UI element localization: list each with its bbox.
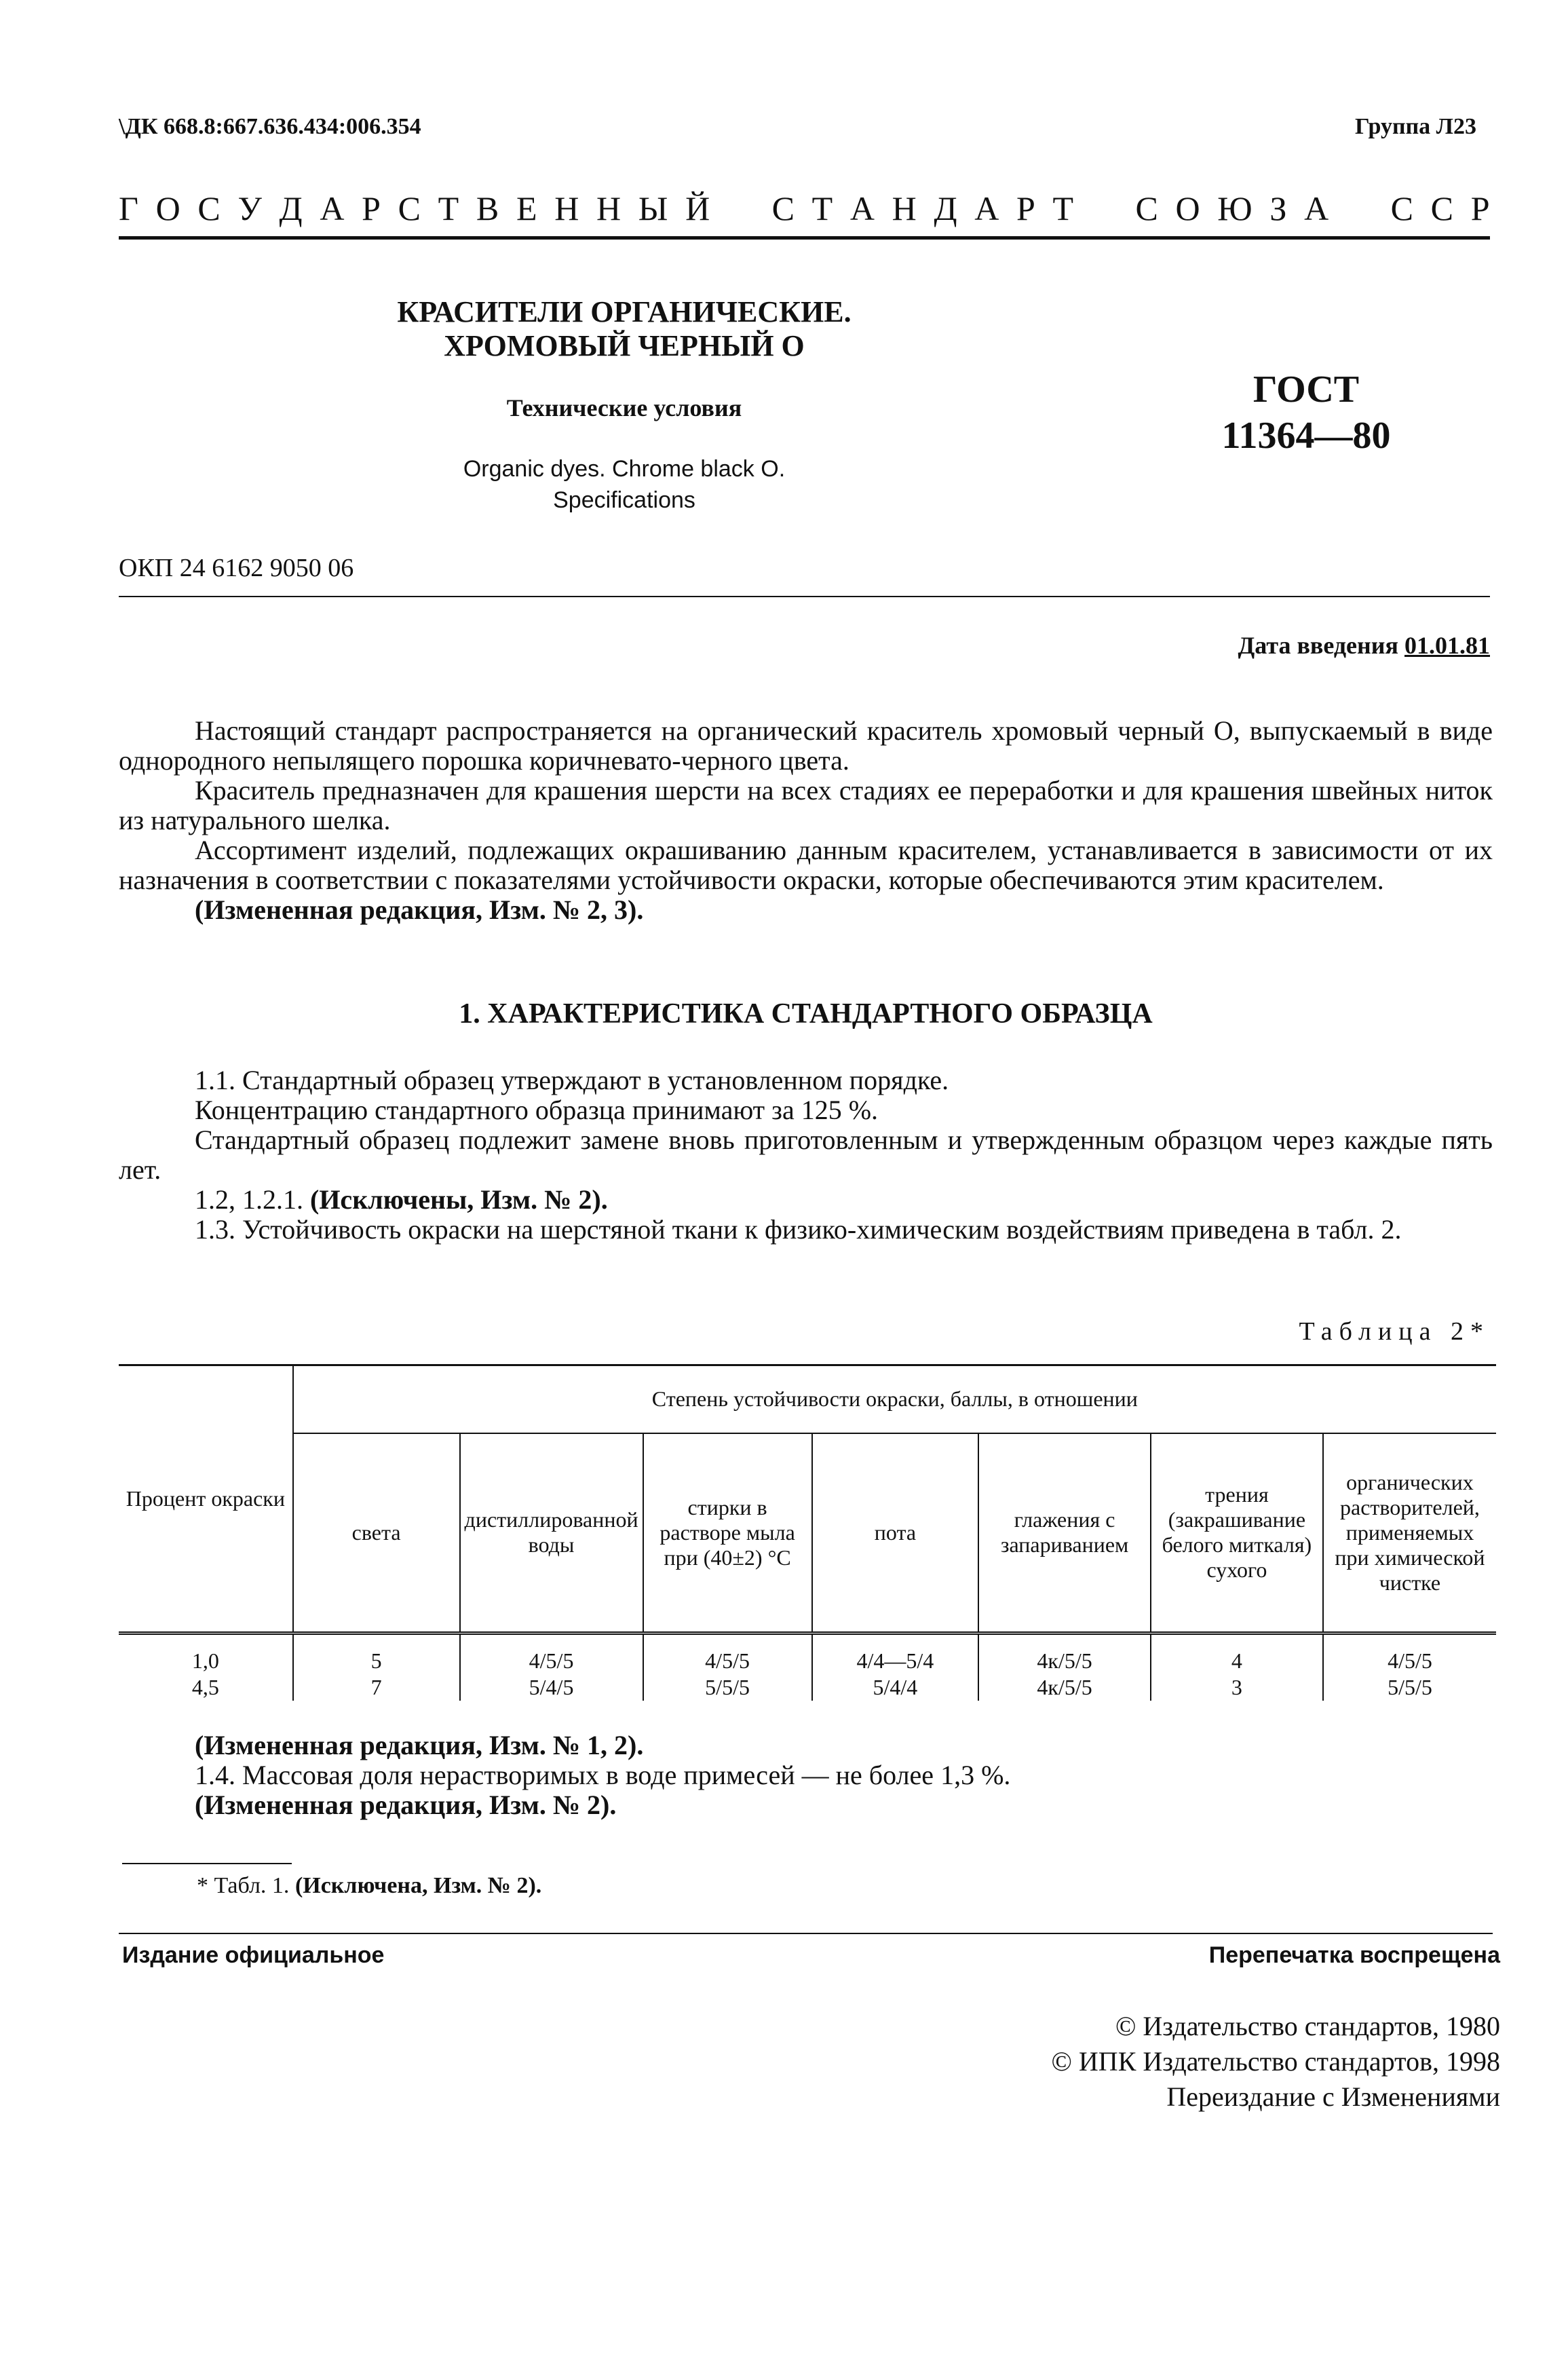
column-header: органических растворителей, применяемых при химической чистке — [1323, 1433, 1496, 1633]
reprint-prohibited: Перепечатка воспрещена — [1208, 1942, 1500, 1968]
section-1-text — [119, 1065, 1493, 1245]
banner-gap — [1346, 189, 1373, 228]
table-row — [119, 1633, 1496, 1674]
header-rule — [119, 236, 1490, 240]
after-table-text — [119, 1731, 1493, 1820]
banner-letter: Т — [811, 189, 833, 227]
table-body — [119, 1633, 1496, 1701]
value-cell: 4/4—5/4 — [812, 1633, 979, 1674]
banner-letter: С — [771, 189, 795, 227]
percent-cell: 1,0 — [119, 1633, 293, 1674]
banner-letter: С — [1390, 189, 1413, 227]
subtitle: Технические условия — [506, 394, 742, 421]
banner-gap — [727, 189, 754, 228]
value-cell: 5/4/5 — [460, 1674, 643, 1701]
banner-letter: А — [1304, 189, 1329, 227]
footnote-note: (Исключена, Изм. № 2). — [294, 1873, 542, 1898]
banner-letter: Г — [119, 189, 138, 227]
value-cell: 4/5/5 — [460, 1633, 643, 1674]
banner-letter: Р — [362, 189, 381, 227]
banner-letter: Р — [1470, 189, 1490, 227]
banner-letter: Д — [934, 189, 957, 227]
column-header: света — [293, 1433, 460, 1633]
section-1-para — [119, 1185, 1493, 1215]
banner-letter: В — [476, 189, 499, 227]
banner-letter: О — [155, 189, 180, 227]
value-cell: 5/5/5 — [643, 1674, 812, 1701]
paragraph-1-4: 1.4. Массовая доля нерастворимых в воде примесей — не более 1,3 %. — [195, 1760, 1011, 1790]
intro-paragraph: Настоящий стандарт распространяется на органический краситель хромовый черный О, выпускаемый в виде однородного непылящего порошка коричневато-черного цвета. — [119, 715, 1493, 776]
section-1-p4-note: (Исключены, Изм. № 2). — [310, 1184, 608, 1215]
intro-paragraph: Краситель предназначен для крашения шерсти на всех стадиях ее переработки и для крашения швейных ниток из натурального шелка. — [119, 775, 1493, 835]
title-rule — [119, 596, 1490, 597]
banner-letter: Ю — [1217, 189, 1253, 227]
table-row — [119, 1674, 1496, 1701]
banner-letter: Н — [892, 189, 917, 227]
group-code: Группа Л23 — [1355, 114, 1476, 139]
reissue-note: Переиздание с Изменениями — [1166, 2081, 1500, 2112]
section-1-para: 1.1. Стандартный образец утверждают в установленном порядке. — [195, 1065, 949, 1095]
banner-letter: Д — [279, 189, 303, 227]
column-header: дистиллированной воды — [460, 1433, 643, 1633]
banner-letter: А — [974, 189, 999, 227]
section-1-para: Стандартный образец подлежит замене вновь приготовленным и утвержденным образцом через каждые пять лет. — [119, 1125, 1493, 1185]
banner-letter: З — [1269, 189, 1287, 227]
percent-header: Процент окраски — [119, 1365, 293, 1633]
intro-date-value: 01.01.81 — [1404, 632, 1490, 659]
banner-letter: О — [1175, 189, 1200, 227]
percent-cell: 4,5 — [119, 1674, 293, 1701]
value-cell: 4к/5/5 — [978, 1674, 1151, 1701]
footnote-rule — [122, 1863, 292, 1864]
intro-text — [119, 716, 1493, 925]
english-title-1: Organic dyes. Chrome black O. — [463, 456, 786, 482]
column-header-row — [119, 1433, 1496, 1633]
banner-letter: Н — [596, 189, 622, 227]
copyright-1: © Издательство стандартов, 1980 — [1115, 2011, 1500, 2041]
banner-letter: Т — [438, 189, 459, 227]
official-edition: Издание официальное — [122, 1942, 385, 1968]
banner-letter: С — [398, 189, 421, 227]
intro-paragraph: Ассортимент изделий, подлежащих окрашиванию данным красителем, устанавливается в зависимости от их назначения в соответствии с показателями устойчивости окраски, которые обеспечиваются этим красителем. — [119, 835, 1493, 895]
okp-code: ОКП 24 6162 9050 06 — [119, 554, 354, 582]
amendment-1: (Измененная редакция, Изм. № 1, 2). — [195, 1730, 644, 1760]
gost-label: ГОСТ — [1253, 369, 1360, 411]
value-cell: 7 — [293, 1674, 460, 1701]
banner-letter: Й — [685, 189, 710, 227]
column-header: стирки в растворе мыла при (40±2) °С — [643, 1433, 812, 1633]
banner-letter: Н — [554, 189, 579, 227]
footer-rule — [119, 1933, 1493, 1934]
banner-letter: Е — [516, 189, 537, 227]
banner-letter: А — [849, 189, 875, 227]
section-1-title: 1. ХАРАКТЕРИСТИКА СТАНДАРТНОГО ОБРАЗЦА — [459, 998, 1153, 1030]
value-cell: 5/4/4 — [812, 1674, 979, 1701]
banner-gap — [1091, 189, 1118, 228]
value-cell: 3 — [1151, 1674, 1323, 1701]
title-line-2: ХРОМОВЫЙ ЧЕРНЫЙ О — [444, 329, 805, 362]
standard-banner — [119, 189, 1490, 228]
column-header: трения (закрашивание белого миткаля) сухого — [1151, 1433, 1323, 1633]
intro-amendment: (Измененная редакция, Изм. № 2, 3). — [195, 894, 644, 925]
english-title-2: Specifications — [553, 487, 695, 513]
copyright-block — [1052, 2009, 1500, 2115]
banner-letter: С — [1135, 189, 1158, 227]
value-cell: 5 — [293, 1633, 460, 1674]
footnote — [197, 1873, 541, 1899]
banner-letter: У — [237, 189, 262, 227]
section-1-p4-prefix: 1.2, 1.2.1. — [195, 1184, 303, 1215]
value-cell: 5/5/5 — [1388, 1674, 1432, 1699]
banner-letter: Т — [1052, 189, 1074, 227]
gost-number: 11364—80 — [1221, 415, 1391, 457]
banner-letter: Р — [1016, 189, 1035, 227]
banner-letter: Ы — [638, 189, 668, 227]
table-caption: Таблица 2* — [1299, 1317, 1490, 1346]
group-header: Степень устойчивости окраски, баллы, в отношении — [293, 1365, 1496, 1433]
value-cell: 4/5/5 — [643, 1633, 812, 1674]
banner-letter: С — [1430, 189, 1454, 227]
value-cell: 4 — [1151, 1633, 1323, 1674]
amendment-2: (Измененная редакция, Изм. № 2). — [195, 1790, 617, 1820]
udk-code: \ДК 668.8:667.636.434:006.354 — [119, 114, 421, 139]
intro-date — [1238, 631, 1491, 660]
banner-letter: А — [320, 189, 345, 227]
footnote-prefix: * Табл. 1. — [197, 1873, 290, 1898]
title-line-1: КРАСИТЕЛИ ОРГАНИЧЕСКИЕ. — [397, 295, 852, 328]
value-cell: 4к/5/5 — [978, 1633, 1151, 1674]
column-header: глажения с запариванием — [978, 1433, 1151, 1633]
column-header: пота — [812, 1433, 979, 1633]
section-1-para: 1.3. Устойчивость окраски на шерстяной ткани к физико-химическим воздействиям приведена в табл. 2. — [195, 1214, 1402, 1245]
intro-date-label: Дата введения — [1238, 632, 1398, 659]
fastness-table — [119, 1364, 1496, 1701]
section-1-para: Концентрацию стандартного образца принимают за 125 %. — [195, 1095, 879, 1125]
banner-letter: С — [197, 189, 221, 227]
copyright-2: © ИПК Издательство стандартов, 1998 — [1051, 2046, 1500, 2077]
value-cell: 4/5/5 — [1388, 1648, 1432, 1673]
